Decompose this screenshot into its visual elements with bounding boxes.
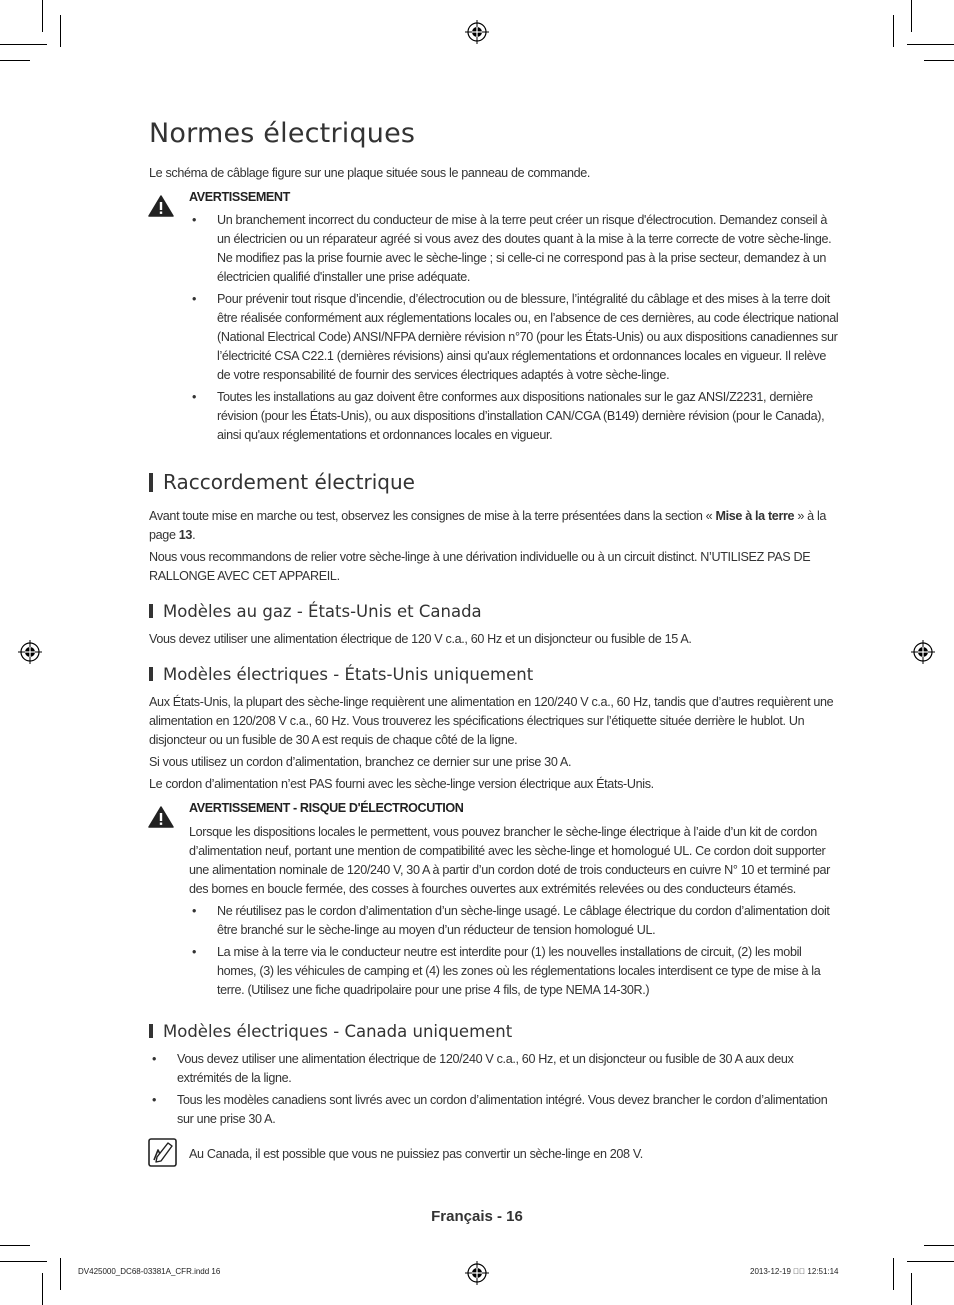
warning-title: AVERTISSEMENT - RISQUE D'ÉLECTROCUTION xyxy=(189,801,464,815)
warning-title: AVERTISSEMENT xyxy=(189,190,290,204)
list-item: • Un branchement incorrect du conducteur de mise à la terre peut créer un risque d'électrocution. Demandez conseil à un électricien ou un réparateur agréé si vous avez des doutes quant à la mise à la terre correcte de votre sèche-linge. Ne modifiez pas la prise fournie avec le sèche-linge ; si celle-ci ne correspond pas à la prise secteur, demandez à un électricien qualifié d'installer une prise adéquate. xyxy=(189,211,839,287)
list-item: • Pour prévenir tout risque d’incendie, d’électrocution ou de blessure, l’intégralité du câblage et des mises à la terre doit être réalisée conformément aux réglementations locales ou, en l’absence de ces dernières, au code électrique national (National Electrical Code) ANSI/NFPA dernière révision n°70 (pour les États-Unis) ou aux dispositions canadiennes sur l’électricité CSA C22.1 (dernières révisions) ainsi qu'aux réglementations et ordonnances locales en vigueur. Il relève de votre responsabilité de fournir des services électriques adaptés à votre sèche-linge. xyxy=(189,290,839,385)
intro-text: Le schéma de câblage figure sur une plaque située sous le panneau de commande. xyxy=(149,166,591,180)
crop-mark xyxy=(42,1273,43,1305)
us-paragraph: Aux États-Unis, la plupart des sèche-linge requièrent une alimentation en 120/240 V c.a., 60 Hz, tandis que d’autres requièrent une alimentation en 120/208 V c.a., 60 Hz. Vous trouverez les spécifications électriques sur l’étiquette située derrière le hublot. Un disjoncteur ou un fusible de 30 A est requis de chaque côté de la ligne. xyxy=(149,695,834,747)
warning-triangle-icon xyxy=(148,195,174,217)
warning-triangle-icon xyxy=(148,806,174,828)
warning-list xyxy=(189,902,839,1003)
page-reference: 13 xyxy=(178,528,193,542)
section-paragraph xyxy=(149,507,839,545)
registration-mark-icon xyxy=(465,1261,489,1285)
text-span: » à la page xyxy=(149,509,827,542)
us-paragraph: Si vous utilisez un cordon d’alimentation, branchez ce dernier sur une prise 30 A. xyxy=(149,755,572,769)
crop-mark xyxy=(893,1258,894,1290)
list-item: • Tous les modèles canadiens sont livrés avec un cordon d’alimentation intégré. Vous devez brancher le cordon d’alimentation sur une prise 30 A. xyxy=(149,1091,839,1129)
crop-mark xyxy=(911,0,912,32)
crop-mark xyxy=(60,1258,61,1290)
heading-bar xyxy=(149,667,153,681)
list-item: • La mise à la terre via le conducteur neutre est interdite pour (1) les nouvelles installations de circuit, (2) les mobil homes, (3) les véhicules de camping et (4) les zones où les réglementations locales interdisent ce type de mise à la terre. (Utilisez une fiche quadripolaire pour une prise 4 fils, de type NEMA 14-30R.) xyxy=(189,943,839,1000)
section-heading xyxy=(149,470,415,494)
registration-mark-icon xyxy=(465,20,489,44)
gas-text: Vous devez utiliser une alimentation électrique de 120 V c.a., 60 Hz et un disjoncteur ou fusible de 15 A. xyxy=(149,632,692,646)
crop-mark xyxy=(907,44,954,45)
text-span: . xyxy=(192,528,196,542)
subsection-heading xyxy=(149,665,533,684)
date-slug: 2013-12-19 ￿￿ 12:51:14 xyxy=(750,1267,839,1276)
crop-mark xyxy=(0,44,47,45)
text-span: Avant toute mise en marche ou test, observez les consignes de mise à la terre présentées dans la section « xyxy=(149,509,716,523)
crop-mark xyxy=(0,1245,30,1246)
warning-list xyxy=(189,211,839,448)
list-item: • Vous devez utiliser une alimentation électrique de 120/240 V c.a., 60 Hz, et un disjoncteur ou fusible de 30 A aux deux extrémités de la ligne. xyxy=(149,1050,839,1088)
subsection-heading-text: Modèles au gaz - États-Unis et Canada xyxy=(163,602,482,621)
warning-text: Lorsque les dispositions locales le permettent, vous pouvez brancher le sèche-linge électrique à l’aide d’un kit de cordon d’alimentation neuf, portant une mention de compatibilité avec les sèche-linge et homologué UL. Ce cordon doit supporter une alimentation nominale de 120/240 V, 30 A à partir d’un cordon doté de trois conducteurs en cuivre N° 10 et terminé par des bornes en boucle fermée, des cosses à fourches ouvertes aux extrémités relevées ou des conducteurs étamés. xyxy=(189,825,830,896)
file-slug: DV425000_DC68-03381A_CFR.indd 16 xyxy=(78,1267,221,1276)
heading-bar xyxy=(149,473,153,492)
subsection-heading-text: Modèles électriques - États-Unis uniquement xyxy=(163,665,534,684)
subsection-heading xyxy=(149,602,482,621)
section-paragraph: Nous vous recommandons de relier votre sèche-linge à une dérivation individuelle ou à un circuit distinct. N’UTILISEZ PAS DE RALLONGE AVEC CET APPAREIL. xyxy=(149,550,811,583)
crop-mark xyxy=(0,1261,47,1262)
crop-mark xyxy=(911,1273,912,1305)
list-item: • Toutes les installations au gaz doivent être conformes aux dispositions nationales sur le gaz ANSI/Z2231, dernière révision (pour les États-Unis), ou aux dispositions d’installation CAN/CGA (B149) dernière révision (pour le Canada), ainsi qu'aux réglementations et ordonnances locales en vigueur. xyxy=(189,388,839,445)
crop-mark xyxy=(893,15,894,47)
section-heading-text: Raccordement électrique xyxy=(163,470,415,494)
heading-bar xyxy=(149,604,153,618)
crop-mark xyxy=(0,60,30,61)
crop-mark xyxy=(42,0,43,32)
subsection-heading-text: Modèles électriques - Canada uniquement xyxy=(163,1022,513,1041)
crop-mark xyxy=(924,60,954,61)
registration-mark-icon xyxy=(18,640,42,664)
subsection-heading xyxy=(149,1022,512,1041)
heading-bar xyxy=(149,1024,153,1038)
list-item: • Ne réutilisez pas le cordon d’alimentation d’un sèche-linge usagé. Le câblage électrique du cordon d’alimentation doit être branché sur le sèche-linge au moyen d’un réducteur de tension homologué UL. xyxy=(189,902,839,940)
crop-mark xyxy=(60,15,61,47)
note-text: Au Canada, il est possible que vous ne puissiez pas convertir un sèche-linge en 208 V. xyxy=(189,1147,643,1161)
us-paragraph: Le cordon d’alimentation n’est PAS fourni avec les sèche-linge version électrique aux États-Unis. xyxy=(149,777,654,791)
crop-mark xyxy=(924,1245,954,1246)
page-number: Français - 16 xyxy=(431,1208,523,1225)
registration-mark-icon xyxy=(911,640,935,664)
page-title: Normes électriques xyxy=(149,118,416,149)
note-pencil-icon xyxy=(148,1138,177,1167)
crop-mark xyxy=(907,1261,954,1262)
canada-list xyxy=(149,1050,839,1132)
bold-reference: Mise à la terre xyxy=(715,509,795,523)
